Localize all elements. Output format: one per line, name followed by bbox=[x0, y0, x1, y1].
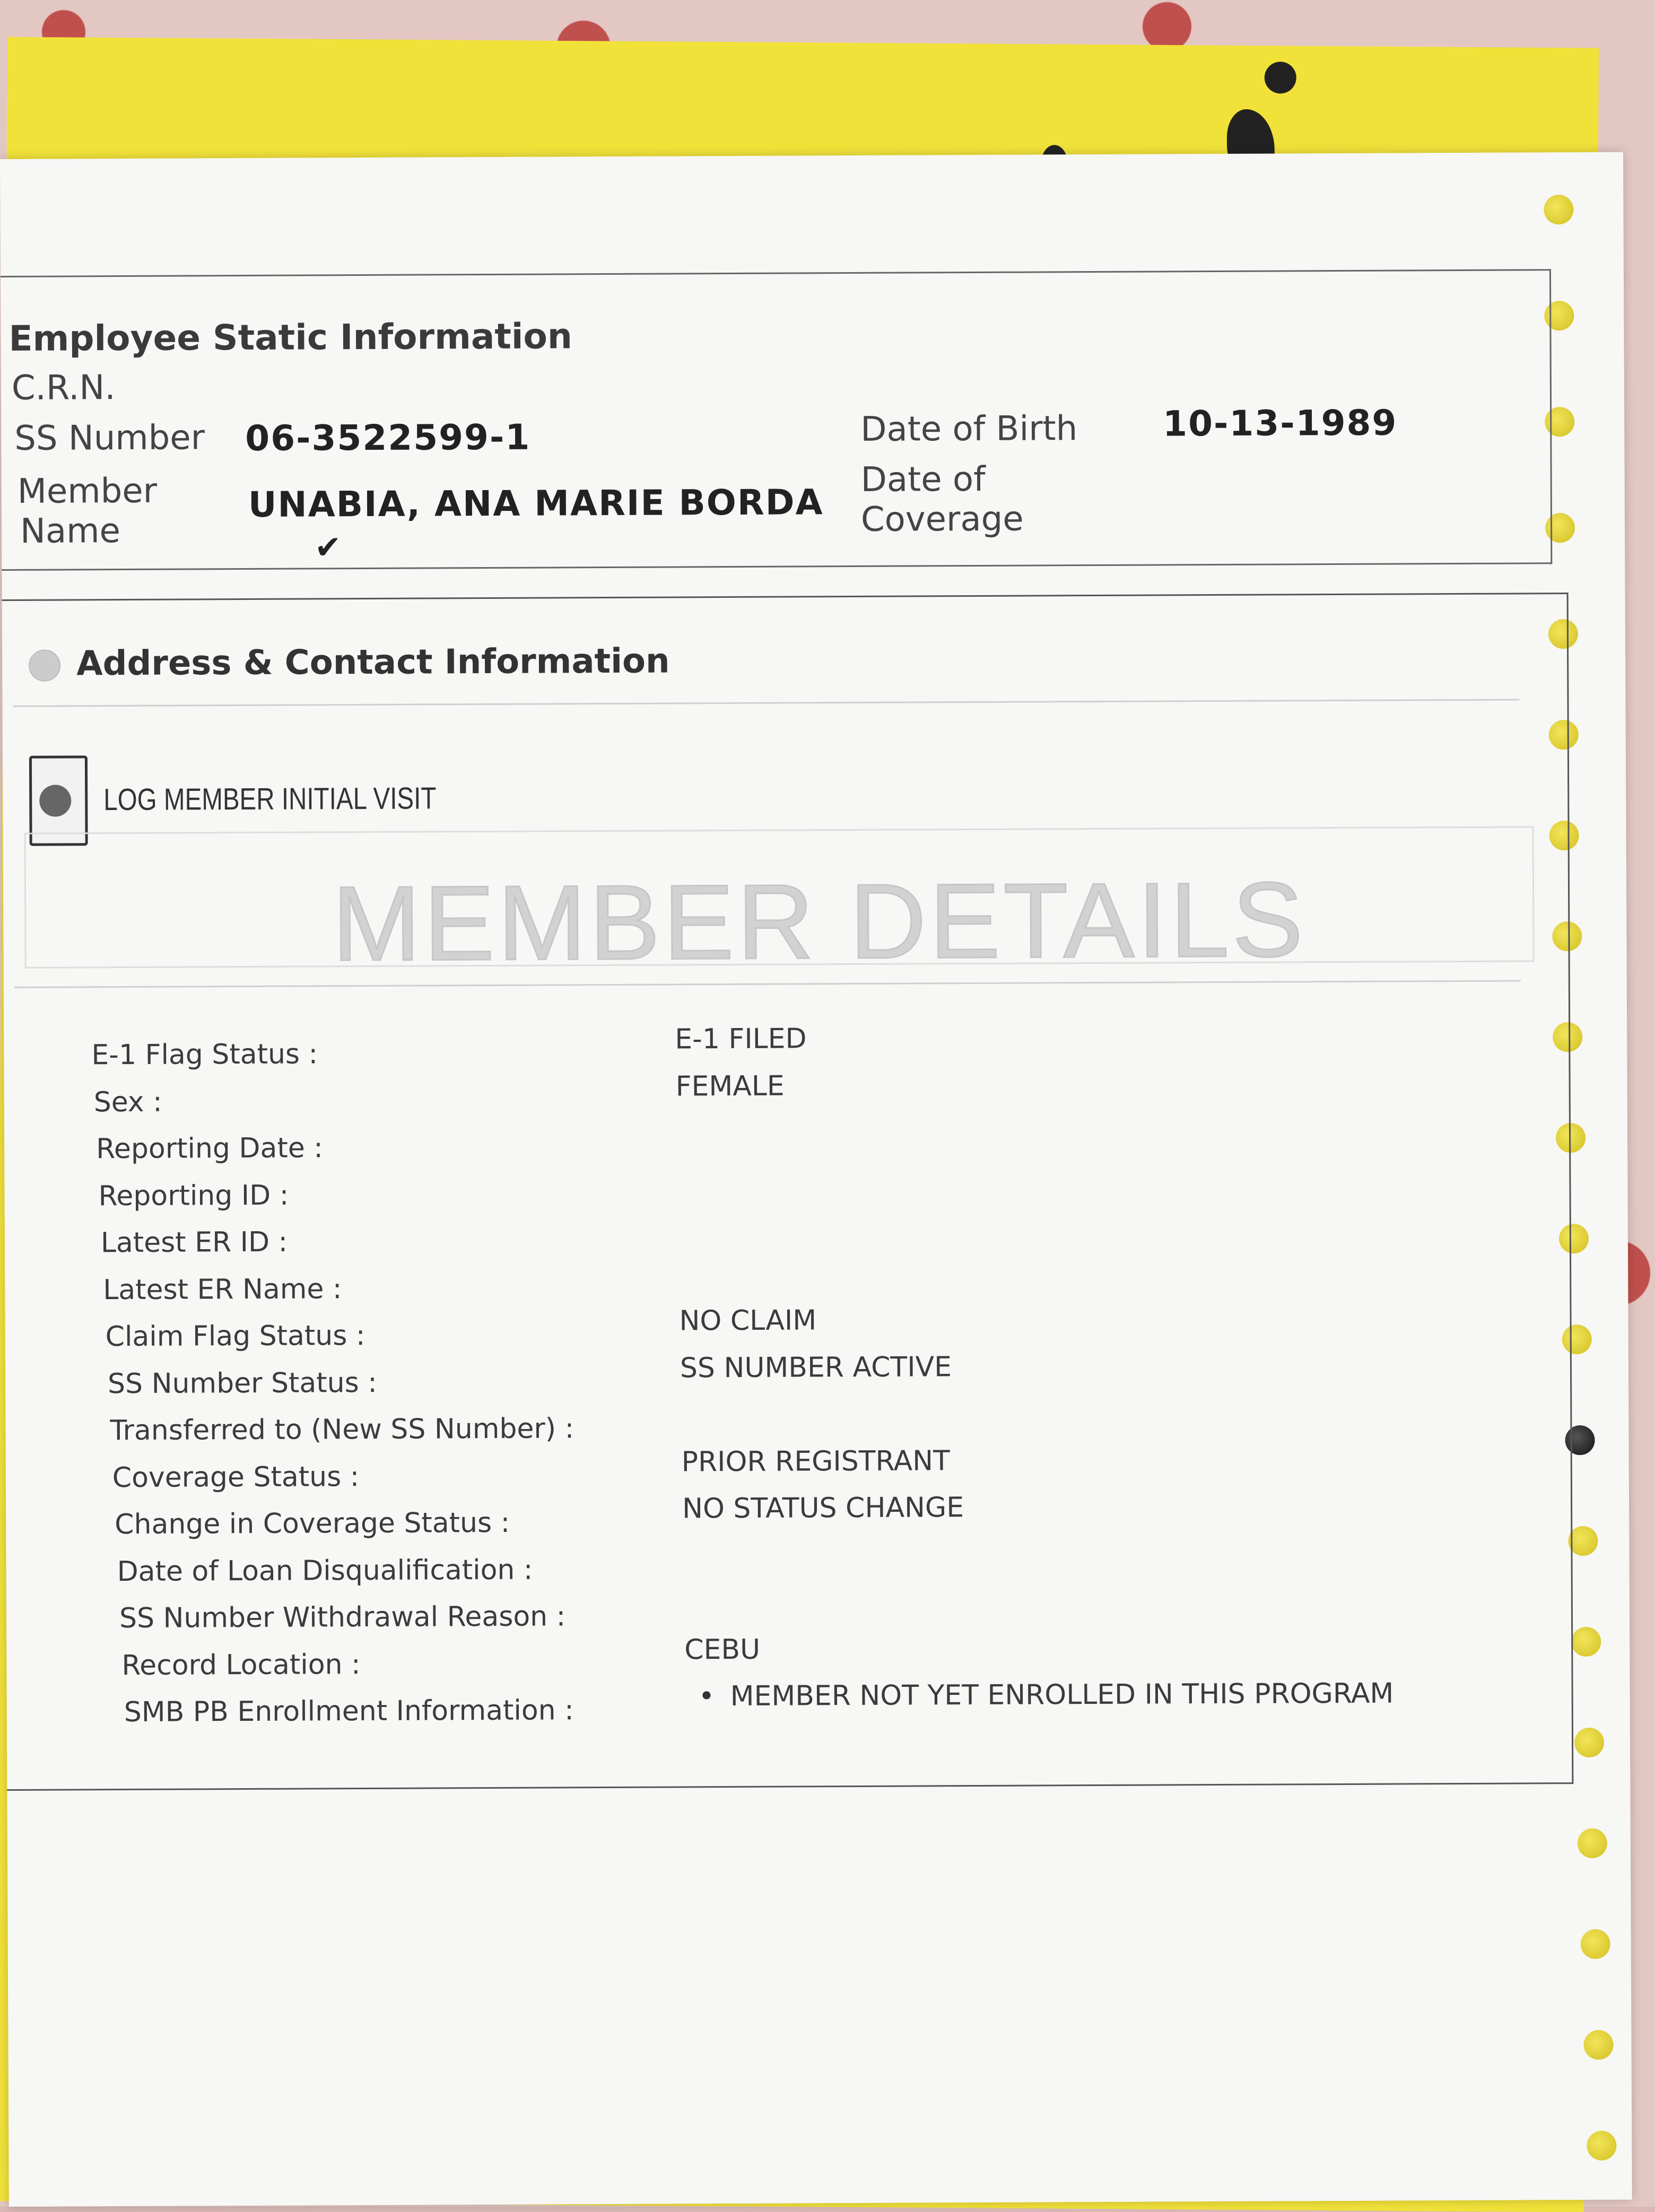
detail-value: PRIOR REGISTRANT bbox=[681, 1444, 950, 1478]
detail-value: E-1 FILED bbox=[675, 1023, 807, 1056]
log-member-initial-visit-link[interactable]: LOG MEMBER INITIAL VISIT bbox=[103, 781, 437, 817]
detail-value: NO STATUS CHANGE bbox=[682, 1492, 964, 1525]
detail-label: E-1 Flag Status : bbox=[91, 1038, 318, 1072]
detail-value: NO CLAIM bbox=[679, 1304, 817, 1337]
detail-label: SS Number Withdrawal Reason : bbox=[119, 1600, 566, 1635]
detail-label: Reporting Date : bbox=[96, 1132, 323, 1165]
detail-label: Sex : bbox=[93, 1086, 162, 1118]
section-title-employee-static: Employee Static Information bbox=[8, 316, 573, 359]
detail-value: FEMALE bbox=[675, 1070, 785, 1102]
collapse-circle-icon[interactable] bbox=[29, 650, 60, 682]
document-page bbox=[0, 152, 1632, 2207]
detail-value: MEMBER NOT YET ENROLLED IN THIS PROGRAM bbox=[730, 1677, 1394, 1713]
binder-hole bbox=[1568, 1526, 1598, 1556]
binder-hole bbox=[1583, 2030, 1613, 2060]
address-contact-title[interactable]: Address & Contact Information bbox=[76, 641, 670, 684]
binder-hole bbox=[1587, 2131, 1616, 2161]
bullet-icon: • bbox=[698, 1680, 715, 1713]
detail-label: Coverage Status : bbox=[112, 1460, 360, 1494]
member-name-label-2: Name bbox=[20, 511, 121, 551]
detail-label: SMB PB Enrollment Information : bbox=[124, 1694, 574, 1729]
detail-label: Claim Flag Status : bbox=[105, 1320, 365, 1353]
dob-label: Date of Birth bbox=[860, 409, 1078, 449]
detail-label: Change in Coverage Status : bbox=[115, 1506, 510, 1541]
folder-stain bbox=[1265, 62, 1296, 93]
binder-hole bbox=[1574, 1728, 1604, 1757]
crn-label: C.R.N. bbox=[11, 368, 116, 408]
dob-value: 10-13-1989 bbox=[1163, 402, 1398, 445]
binder-hole bbox=[1544, 195, 1573, 224]
member-details-title: MEMBER DETAILS bbox=[332, 860, 1306, 983]
detail-label: Date of Loan Disqualification : bbox=[117, 1554, 533, 1588]
detail-label: Reporting ID : bbox=[98, 1179, 289, 1212]
detail-label: Transferred to (New SS Number) : bbox=[110, 1413, 574, 1447]
checkmark-icon: ✔ bbox=[315, 529, 342, 567]
member-name-value: UNABIA, ANA MARIE BORDA bbox=[248, 482, 824, 525]
binder-hole bbox=[1578, 1828, 1607, 1858]
ss-number-label: SS Number bbox=[14, 418, 205, 458]
detail-label: Latest ER ID : bbox=[100, 1226, 288, 1259]
detail-label: Record Location : bbox=[121, 1648, 361, 1682]
ss-number-value: 06-3522599-1 bbox=[245, 416, 531, 459]
detail-label: Latest ER Name : bbox=[103, 1273, 342, 1306]
member-name-label: Member bbox=[17, 471, 158, 511]
detail-value: CEBU bbox=[684, 1633, 761, 1666]
binder-hole bbox=[1581, 1929, 1610, 1959]
binder-hole bbox=[1571, 1627, 1601, 1657]
date-of-coverage-label: Date of bbox=[860, 459, 986, 500]
detail-value: SS NUMBER ACTIVE bbox=[680, 1351, 952, 1384]
detail-label: SS Number Status : bbox=[107, 1366, 377, 1400]
date-of-coverage-label-2: Coverage bbox=[860, 499, 1024, 539]
